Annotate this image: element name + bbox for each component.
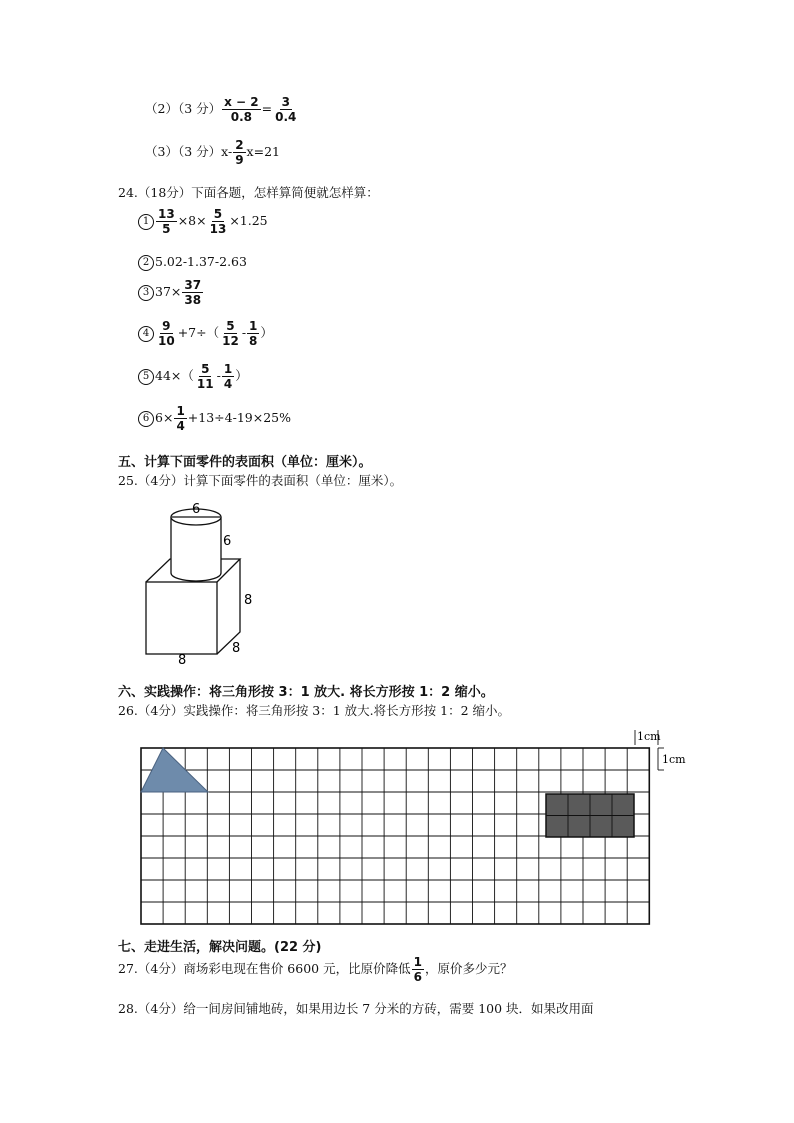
section-5-title: 五、计算下面零件的表面积（单位：厘米）。: [118, 455, 372, 470]
q24-item-5: [138, 363, 248, 390]
q23-part3-prefix: （3）（3 分）x-: [145, 144, 233, 159]
numerator: 1: [413, 955, 422, 969]
q25-text: 25.（4分）计算下面零件的表面积（单位：厘米）。: [118, 473, 403, 488]
denominator: 6: [413, 970, 422, 984]
numerator: 3: [281, 95, 290, 109]
q24-item-6: [138, 405, 291, 432]
circled-number: 4: [138, 326, 154, 342]
fraction: [208, 208, 229, 235]
cylinder-body: [171, 517, 221, 581]
denominator: 13: [209, 222, 227, 236]
numerator: 9: [162, 319, 171, 333]
denominator: 10: [158, 334, 175, 348]
fraction: [182, 279, 203, 306]
tail-text: ）: [235, 368, 248, 383]
denominator: 12: [222, 334, 239, 348]
numerator: 5: [201, 362, 210, 376]
q23-part3-suffix: x=21: [246, 144, 280, 159]
part-figure: [140, 498, 270, 668]
expression-text: 5.02-1.37-2.63: [155, 254, 247, 269]
denominator: 38: [184, 293, 202, 307]
numerator: 1: [249, 319, 258, 333]
fraction: [233, 139, 245, 166]
denominator: 0.8: [230, 110, 253, 124]
fraction: [174, 405, 186, 432]
tail-text: ）: [260, 325, 273, 340]
q24-item-2: [138, 254, 247, 271]
section-7-title: 七、走进生活，解决问题。(22 分): [118, 940, 322, 955]
q24-item-1: [138, 208, 268, 235]
q24-item-4: [138, 320, 273, 347]
fraction: [156, 208, 177, 235]
q28-text: 28.（4分）给一间房间铺地砖，如果用边长 7 分米的方砖，需要 100 块．如果改用面: [118, 1001, 594, 1016]
denominator: 9: [235, 153, 244, 167]
tail-text: ×1.25: [229, 213, 268, 228]
cylinder-height-label: 6: [223, 534, 232, 549]
unit-label-width: 1cm: [637, 730, 661, 743]
fraction: [222, 96, 261, 123]
denominator: 4: [176, 419, 185, 433]
numerator: 13: [158, 207, 175, 221]
circled-number: 1: [138, 214, 154, 230]
section-6-title: 六、实践操作：将三角形按 3：1 放大. 将长方形按 1：2 缩小。: [118, 685, 494, 700]
numerator: 5: [226, 319, 235, 333]
fraction: [195, 363, 216, 390]
unit-label-height: 1cm: [662, 753, 686, 766]
numerator: 5: [213, 207, 223, 221]
denominator: 11: [196, 377, 214, 391]
tail-text: +13÷4-19×25%: [187, 410, 291, 425]
fraction: [222, 363, 234, 390]
equals-sign: =: [261, 101, 273, 116]
q24-header: 24.（18分）下面各题，怎样算简便就怎样算：: [118, 185, 379, 200]
cube-height-label: 8: [244, 593, 253, 608]
circled-number: 3: [138, 285, 154, 301]
operator-text: ×8×: [177, 213, 207, 228]
minus-sign: -: [241, 325, 247, 340]
numerator: 1: [223, 362, 233, 376]
q27-text-post: ，原价多少元？: [424, 961, 513, 976]
q24-item-3: [138, 279, 204, 306]
operator-text: 6×: [155, 410, 174, 425]
operator-text: +7÷（: [177, 325, 220, 340]
q27-text-pre: 27.（4分）商场彩电现在售价 6600 元，比原价降低: [118, 961, 411, 976]
circled-number: 2: [138, 255, 154, 271]
cube-depth-label: 8: [232, 641, 241, 656]
q23-part2: [145, 96, 299, 123]
cube-width-label: 8: [178, 653, 187, 668]
q26-text: 26.（4分）实践操作：将三角形按 3：1 放大.将长方形按 1：2 缩小。: [118, 703, 511, 718]
circled-number: 5: [138, 369, 154, 385]
fraction: [220, 320, 241, 347]
grid-figure: [138, 726, 694, 928]
fraction: [247, 320, 259, 347]
denominator: 5: [162, 222, 171, 236]
q23-part2-prefix: （2）（3 分）: [145, 101, 222, 116]
operator-text: 44×（: [155, 368, 194, 383]
denominator: 0.4: [275, 110, 297, 124]
circled-number: 6: [138, 411, 154, 427]
operator-text: 37×: [155, 284, 182, 299]
numerator: x − 2: [224, 95, 259, 109]
numerator: 37: [184, 278, 202, 292]
denominator: 8: [249, 334, 258, 348]
q23-part3: [145, 139, 280, 166]
minus-sign: -: [216, 368, 221, 383]
numerator: 1: [176, 404, 185, 418]
denominator: 4: [223, 377, 233, 391]
cylinder-diameter-label: 6: [192, 502, 201, 517]
fraction: [156, 320, 177, 347]
fraction: [412, 956, 424, 983]
fraction: [273, 96, 298, 123]
q27: [118, 956, 512, 983]
numerator: 2: [235, 138, 244, 152]
cube-front-face: [146, 582, 217, 654]
